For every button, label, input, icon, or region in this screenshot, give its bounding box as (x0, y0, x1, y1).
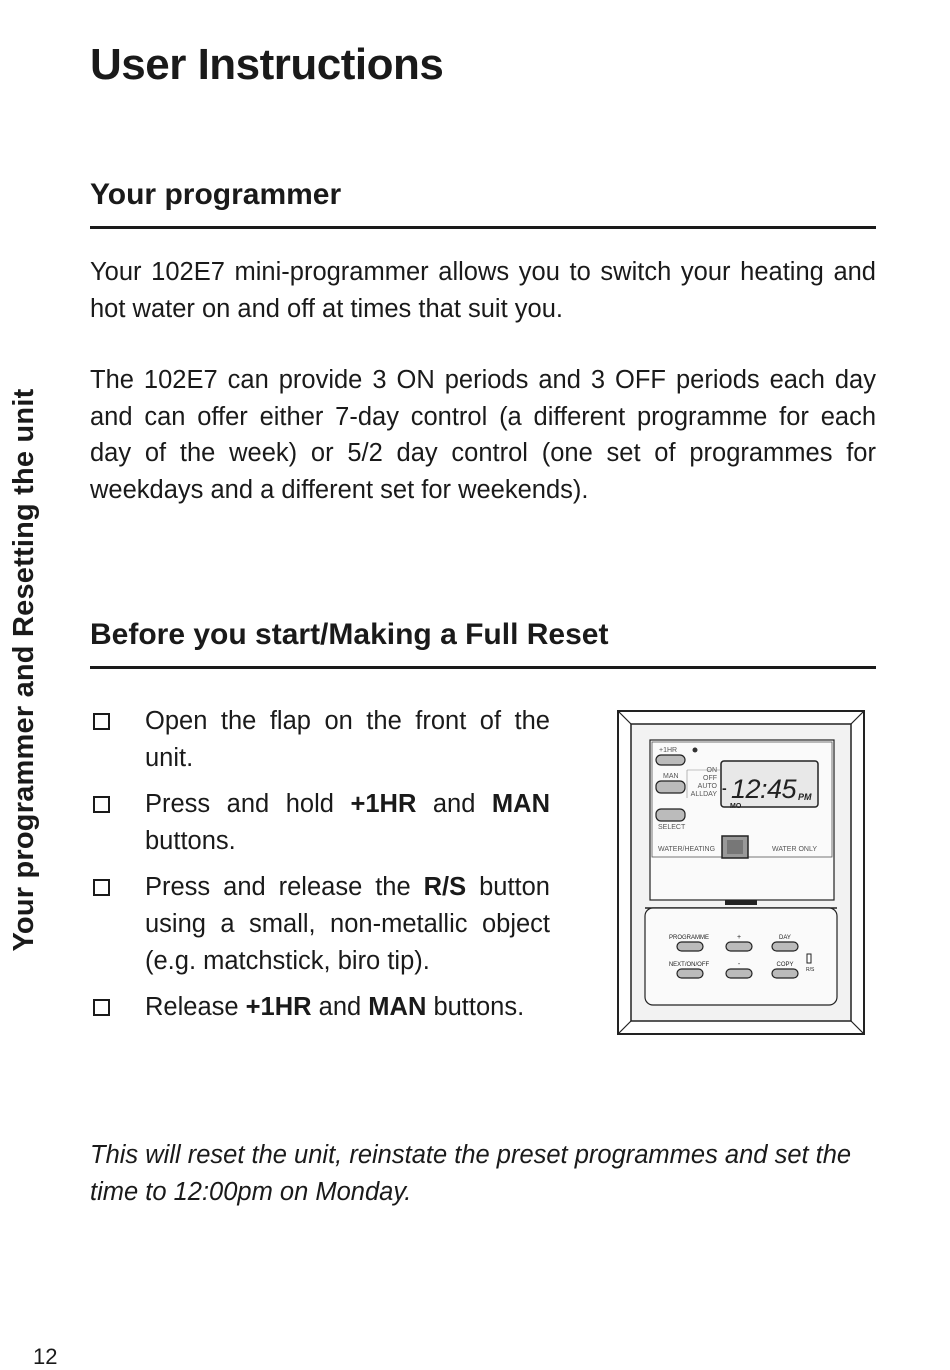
mode-allday-label: ALLDAY (690, 791, 717, 798)
select-button[interactable] (656, 809, 685, 821)
day-button[interactable] (772, 942, 798, 951)
checkbox-icon (93, 713, 110, 730)
checkbox-icon (93, 879, 110, 896)
indicator-led-icon (693, 748, 698, 753)
section-heading-your-programmer: Your programmer (90, 178, 876, 229)
copy-label: COPY (776, 962, 794, 968)
copy-button[interactable] (772, 969, 798, 978)
select-label: SELECT (658, 824, 686, 831)
lcd-day: MO (730, 803, 742, 810)
intro-paragraph: Your 102E7 mini-programmer allows you to switch your heating and hot water on and off at times that suit you. (90, 258, 876, 323)
checkbox-icon (93, 796, 110, 813)
programmer-device-illustration (615, 708, 867, 1040)
page-number: 12 (33, 1344, 58, 1369)
lcd-dash: - (722, 780, 727, 796)
list-item: Press and release the R/S button using a small, non-metallic object (e.g. matchstick, biro tip). (90, 869, 550, 980)
mode-off-label: OFF (703, 775, 717, 782)
man-button[interactable] (656, 781, 685, 793)
man-label: MAN (663, 773, 679, 780)
checkbox-icon (93, 999, 110, 1016)
list-item: Press and hold +1HR and MAN buttons. (90, 786, 550, 860)
list-item: Open the flap on the front of the unit. (90, 703, 550, 777)
plus1hr-button[interactable] (656, 755, 685, 765)
control-paragraph: The 102E7 can provide 3 ON periods and 3 OFF periods each day and can offer either 7-day control (a different programme for each day of the week) or 5/2 day control (one set of programmes for weekdays and a different set for weekends). (90, 366, 876, 504)
day-label: DAY (779, 935, 791, 941)
rs-label: R/S (806, 967, 815, 973)
mode-auto-label: AUTO (697, 783, 717, 790)
list-item: Release +1HR and MAN buttons. (90, 989, 550, 1026)
lcd-time: 12:45 (731, 774, 797, 804)
rs-reset-button[interactable] (807, 954, 811, 963)
next-on-off-label: NEXT/ON/OFF (668, 962, 710, 968)
plus1hr-label: +1HR (659, 747, 678, 754)
lcd-ampm: PM (798, 792, 812, 802)
page-title: User Instructions (90, 40, 444, 89)
next-on-off-button[interactable] (677, 969, 703, 978)
switch-right-label: WATER ONLY (772, 846, 817, 853)
minus-label: - (737, 961, 741, 968)
plus-label: + (736, 934, 742, 941)
plus-button[interactable] (726, 942, 752, 951)
side-section-label: Your programmer and Resetting the unit (8, 388, 40, 952)
reset-note: This will reset the unit, reinstate the preset programmes and set the time to 12:00pm on Monday. (90, 1141, 852, 1206)
programme-button[interactable] (677, 942, 703, 951)
section-heading-full-reset: Before you start/Making a Full Reset (90, 618, 876, 669)
programme-label: PROGRAMME (668, 935, 710, 941)
reset-steps-list (90, 703, 550, 1035)
switch-left-label: WATER/HEATING (658, 846, 716, 853)
mode-on-label: ON (706, 767, 717, 774)
minus-button[interactable] (726, 969, 752, 978)
